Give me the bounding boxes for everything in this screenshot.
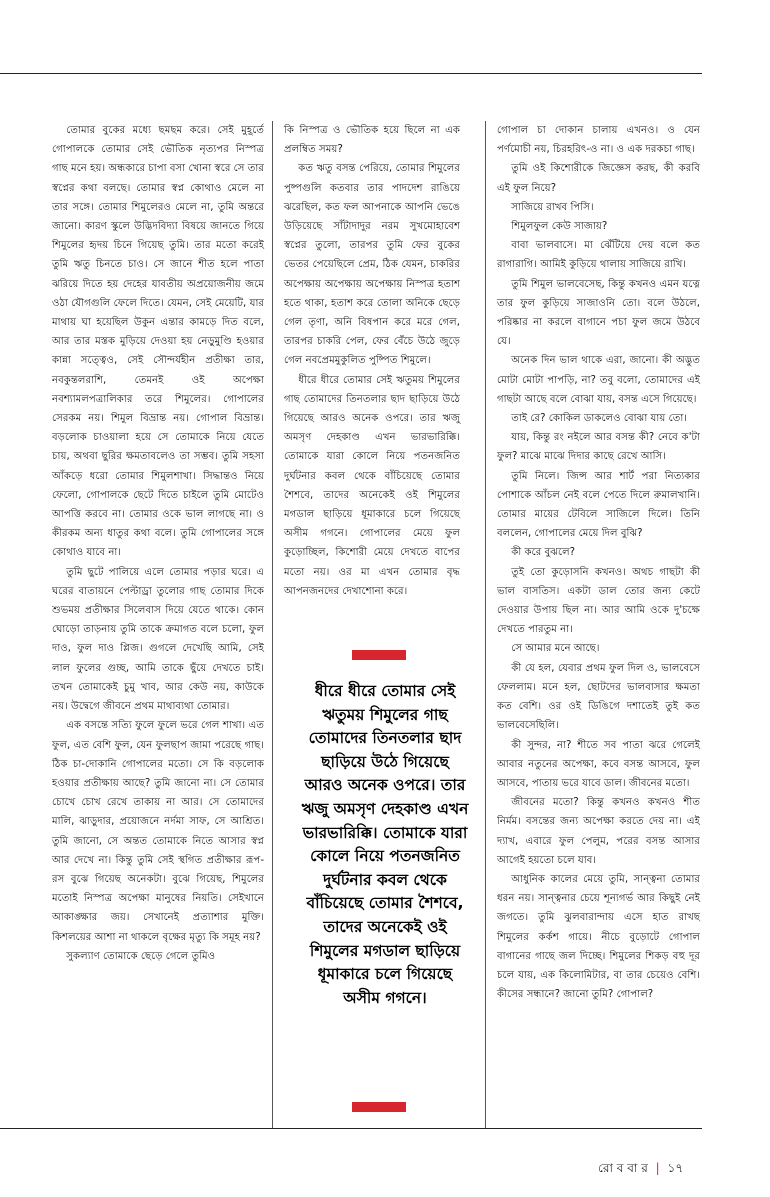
- paragraph: কত ঋতু বসন্ত পেরিয়ে, তোমার শিমুলের পুষ্পগুলি কতবার তার পাদদেশ রাঙিয়ে ঝরেছিল, কত ফল আপনাকে আপনি ভেঙে উড়িয়েছে সাঁটাদাদুর নরম সুখমোহাবেশ স্বপ্নের তুলো, তারপর তুমি ফের বুকের ভেতর পেয়েছিলে প্রেম, ঠিক যেমন, চাকরির অপেক্ষায় অপেক্ষায় অপেক্ষায় নিস্পত্র হতাশ হতে থাকা, হতাশ করে তোলা অনিকে ছেড়ে গেল তৃণা, অনি বিষপান করে মরে গেল, তারপর চাকরি পেল, ফের বেঁচে উঠে জুড়ে গেল নবপ্রেমমুকুলিত পুষ্পিত শিমুলে।: [284, 163, 460, 367]
- paragraph: তাই রে? কোকিল ডাকলেও বোঝা যায় তো।: [511, 413, 687, 425]
- paragraph: তুমি নিলে। জিন্স আর শার্ট পরা নিত্যকার পোশাকে আঁচল নেই বলে পেতে দিলে রুমালখানি। তোমার মায়ের টেবিলে সাজিলে দিলে। তিনি বললেন, গোপালের মেয়ে দিল বুঝি?: [497, 470, 700, 540]
- paragraph: অনেক দিন ভাল থাকে এরা, জানো। কী অদ্ভুত মোটা মোটা পাপড়ি, না? তবু বলো, তোমাদের এই গাছটা আছে বলে বোঝা যায়, বসন্ত এসে গিয়েছে।: [497, 355, 700, 405]
- paragraph: কি নিস্পত্র ও ভৌতিক হয়ে ছিলে না এক প্রলম্বিত সময়?: [284, 125, 460, 156]
- paragraph: তুমি শিমুল ভালবেসেছ, কিন্তু কখনও এমন যত্নে তার ফুল কুড়িয়ে সাজাওনি তো। বলে উঠলে, পরিষ্কার না করলে বাগানে পচা ফুল জমে উঠবে যে।: [497, 278, 700, 348]
- paragraph: সে আমার মনে আছে।: [511, 643, 600, 655]
- magazine-name: রো ব বা র: [598, 1161, 648, 1175]
- footer-separator: |: [655, 1161, 660, 1175]
- paragraph: সাজিয়ে রাখব পিসি।: [511, 201, 594, 213]
- paragraph: বাবা ভালবাসে। মা ঝেঁটিয়ে দেয় বলে কত রাগারাগি। আমিই কুড়িয়ে থালায় সাজিয়ে রাখি।: [497, 240, 700, 271]
- paragraph: যায়, কিন্তু রং নইলে আর বসন্ত কী? নেবে ক'টা ফুল? মাঝে মাঝে দিদার কাছে রেখে আসি।: [497, 432, 700, 463]
- paragraph: তুমি ছুটে পালিয়ে এলে তোমার পড়ার ঘরে। এ ঘরের বাতায়নে পেল্টাড্রা তুলোর গাছ তোমার দিকে শুভময় প্রতীক্ষার সিলেবাস দিয়ে যেতে থাকে। কোন ঘোড়ো তাড়নায় তুমি তাকে ক্রমাগত বলে চলো, ফুল দাও, ফুল দাও প্লিজ। গুগলে দেখেছি আমি, সেই লাল ফুলের গুচ্ছ, আমি তাকে ছুঁয়ে দেখতে চাই। তখন তোমাকেই চুমু খাব, আর কেউ নয়, কাউকে নয়। উদ্বেগে জীবনে প্রথম মাথাব্যথা তোমার।: [52, 566, 264, 713]
- paragraph: এক বসন্তে সত্যি ফুলে ফুলে ভরে গেল শাখা। এত ফুল, এত বেশি ফুল, যেন ফুলছাপ জামা পরেছে গাছ। ঠিক চা-দোকানি গোপালের মতো। সে কি বড়লোক হওয়ার প্রতীক্ষায় আছে? তুমি জানো না। সে তোমার চোখে চোখ রেখে তাকায় না আর। সে তোমাদের মালি, ঝাড়ুদার, প্রয়োজনে নর্দমা সাফ, সে আশ্রিত। তুমি জানো, সে অন্তত তোমাকে নিতে আসার স্বপ্ন আর দেখে না। কিন্তু তুমি সেই স্থগিত প্রতীক্ষার রূপ-রস বুঝে গিয়েছ অনেকটা। বুঝে গিয়েছ, শিমুলের মতোই নিস্পত্র অপেক্ষা মানুষের নিয়তি। সেইখানে আকাঙ্ক্ষার জয়। সেখানেই প্রত্যাশার মুক্তি। কিশলয়ের আশা না থাকলে বৃক্ষের মৃত্যু কি সমূহ নয়?: [52, 720, 264, 943]
- pull-quote-bottom-bar: [352, 1102, 406, 1112]
- paragraph: তোমার বুকের মধ্যে ছমছম করে। সেই মুহূর্তে গোপালকে তোমার সেই ভৌতিক নৃত্যপর নিস্পত্র গাছ মনে হয়। অন্ধকারে চাপা বসা খোনা স্বরে সে তার স্বপ্নের কথা বলছে। তোমার স্বপ্ন কোথাও মেলে না তার সঙ্গে। তোমার শিমুলেরও মেলে না, তুমি অন্তরে জানো। কারণ স্কুলে উদ্ভিদবিদ্যা বিষয়ে জানতে গিয়ে শিমুলের হৃদয় চিনে গিয়েছ তুমি। তার মতো করেই তুমি ঋতু চিনতে চাও। সে জানে শীত হলে পাতা ঝরিয়ে দিতে হয় দেহের যাবতীয় অপ্রয়োজনীয় জমে ওঠা যৌগগুলি ফেলে দিতে। যেমন, সেই মেয়েটি, যার মাথায় ঘা হয়েছিল উকুন এন্তার কামড়ে দিত বলে, আর তার মস্তক মুড়িয়ে দেওয়া হয় নেড়ুমুণ্ডি হওয়ার কান্না সত্ত্বেও, সেই সৌন্দর্যহীন প্রতীক্ষা তার, নবকুন্তলরাশি, তেমনই ওই অপেক্ষা নবশ্যামলপত্রালিকার তরে শিমুলের। গোপালের সেরকম নয়। শিমুল বিভ্রান্ত নয়। গোপাল বিভ্রান্ত। বড়লোক চাওয়ালা হয়ে সে তোমাকে নিয়ে যেতে চায়, অথবা ছুরির ক্ষমতাবলেও তা সম্ভব। তুমি সহসা আঁকড়ে ধরো তোমার শিমুলশাখা। সিদ্ধান্তও নিয়ে ফেলো, গোপালকে ছেটে দিতে চাইলে তুমি মোটেও আপত্তি করবে না। তোমার ওকে ভাল লাগছে না। ও কীরকম অন্য ধাতুর কথা বলে। তুমি গোপালের সঙ্গে কোথাও যাবে না।: [52, 125, 264, 559]
- article-column-2: [284, 121, 460, 601]
- column-divider-left: [272, 121, 273, 1128]
- page-number: ১৭: [667, 1161, 684, 1175]
- paragraph: আধুনিক কালের মেয়ে তুমি, সান্ত্বনা তোমার ধরন নয়। সান্ত্বনার চেয়ে শূন্যগর্ভ আর কিছুই নেই জগতে। তুমি ঝুলবারান্দায় এসে হাত রাখছ শিমুলের কর্কশ গায়ে। নীচে বুড়োটে গোপাল বাগানের গাছে জল দিচ্ছে। শিমুলের শিকড় বহু দূর চলে যায়, এক কিলোমিটার, বা তার চেয়েও বেশি। কীসের সন্ধানে? জানো তুমি? গোপাল?: [497, 873, 700, 1001]
- column-divider-right: [485, 121, 486, 1128]
- bottom-rule: [0, 1128, 702, 1129]
- paragraph: শিমুলফুল কেউ সাজায়?: [511, 221, 608, 233]
- pull-quote: ধীরে ধীরে তোমার সেই ঋতুময় শিমুলের গাছ তোমাদের তিনতলার ছাদ ছাড়িয়ে উঠে গিয়েছে আরও অনেক ওপরে। তার ঋজু অমসৃণ দেহকাণ্ড এখন ভারভারিক্কি। তোমাকে যারা কোলে নিয়ে পতনজনিত দুর্ঘটনার কবল থেকে বাঁচিয়েছে তোমার শৈশবে, তাদের অনেকেই ওই শিমুলের মগডাল ছাড়িয়ে ধূমাকারে চলে গিয়েছে অসীম গগনে।: [301, 682, 469, 1007]
- paragraph: তুই তো কুড়োসনি কখনও। অথচ গাছটা কী ভাল বাসতিস। একটা ডাল তোর জন্য কেটে দেওয়ার উপায় ছিল না। আর আমি ওকে দু'চক্ষে দেখতে পারতুম না।: [497, 566, 700, 636]
- paragraph: তুমি ওই কিশোরীকে জিজ্ঞেস করছ, কী করবি এই ফুল নিয়ে?: [497, 163, 700, 194]
- article-column-1: [52, 121, 264, 966]
- pull-quote-top-bar: [352, 650, 406, 660]
- page-footer: [598, 1160, 683, 1180]
- top-rule: [0, 73, 702, 74]
- paragraph: জীবনের মতো? কিন্তু কখনও কখনও শীত নির্মম। বসন্তের জন্য অপেক্ষা করতে দেয় না। এই দ্যাখ, এবারে ফুল পেলুম, পরের বসন্ত আসার আগেই হয়তো চলে যাব।: [497, 797, 700, 866]
- article-column-3: [497, 121, 700, 1004]
- paragraph: কী যে হল, যেবার প্রথম ফুল দিল ও, ভালবেসে ফেললাম। মনে হল, ছোটদের ভালবাসার ক্ষমতা কত বেশি। ওর ওই ডিঙিগে দশাতেই তুই কত ভালবেসেছিলি।: [497, 662, 700, 732]
- paragraph: সুকল্যাণ তোমাকে ছেড়ে গেলে তুমিও: [66, 950, 216, 962]
- paragraph: ধীরে ধীরে তোমার সেই ঋতুময় শিমুলের গাছ তোমাদের তিনতলার ছাদ ছাড়িয়ে উঠে গিয়েছে আরও অনেক ওপরে। তার ঋজু অমসৃণ দেহকাণ্ড এখন ভারভারিক্কি। তোমাকে যারা কোলে নিয়ে পতনজনিত দুর্ঘটনার কবল থেকে বাঁচিয়েছে তোমার শৈশবে, তাদের অনেকেই ওই শিমুলের মগডাল ছাড়িয়ে ধূমাকারে চলে গিয়েছে অসীম গগনে। গোপালের মেয়ে ফুল কুড়োচ্ছিল, কিশোরী মেয়ে দেখতে বাপের মতো নয়। ওর মা এখন তোমার বৃদ্ধ আপনজনদের দেখাশোনা করে।: [284, 374, 460, 597]
- paragraph: কী করে বুঝলে?: [511, 547, 576, 559]
- paragraph: গোপাল চা দোকান চালায় এখনও। ও যেন পর্ণমোচী নয়, চিরহরিৎ-ও না। ও এক দরকচা গাছ।: [497, 125, 700, 156]
- paragraph: কী সুন্দর, না? শীতে সব পাতা ঝরে গেলেই আবার নতুনের অপেক্ষা, কবে বসন্ত আসবে, ফুল আসবে, পাতায় ভরে যাবে ডাল। জীবনের মতো।: [497, 739, 700, 789]
